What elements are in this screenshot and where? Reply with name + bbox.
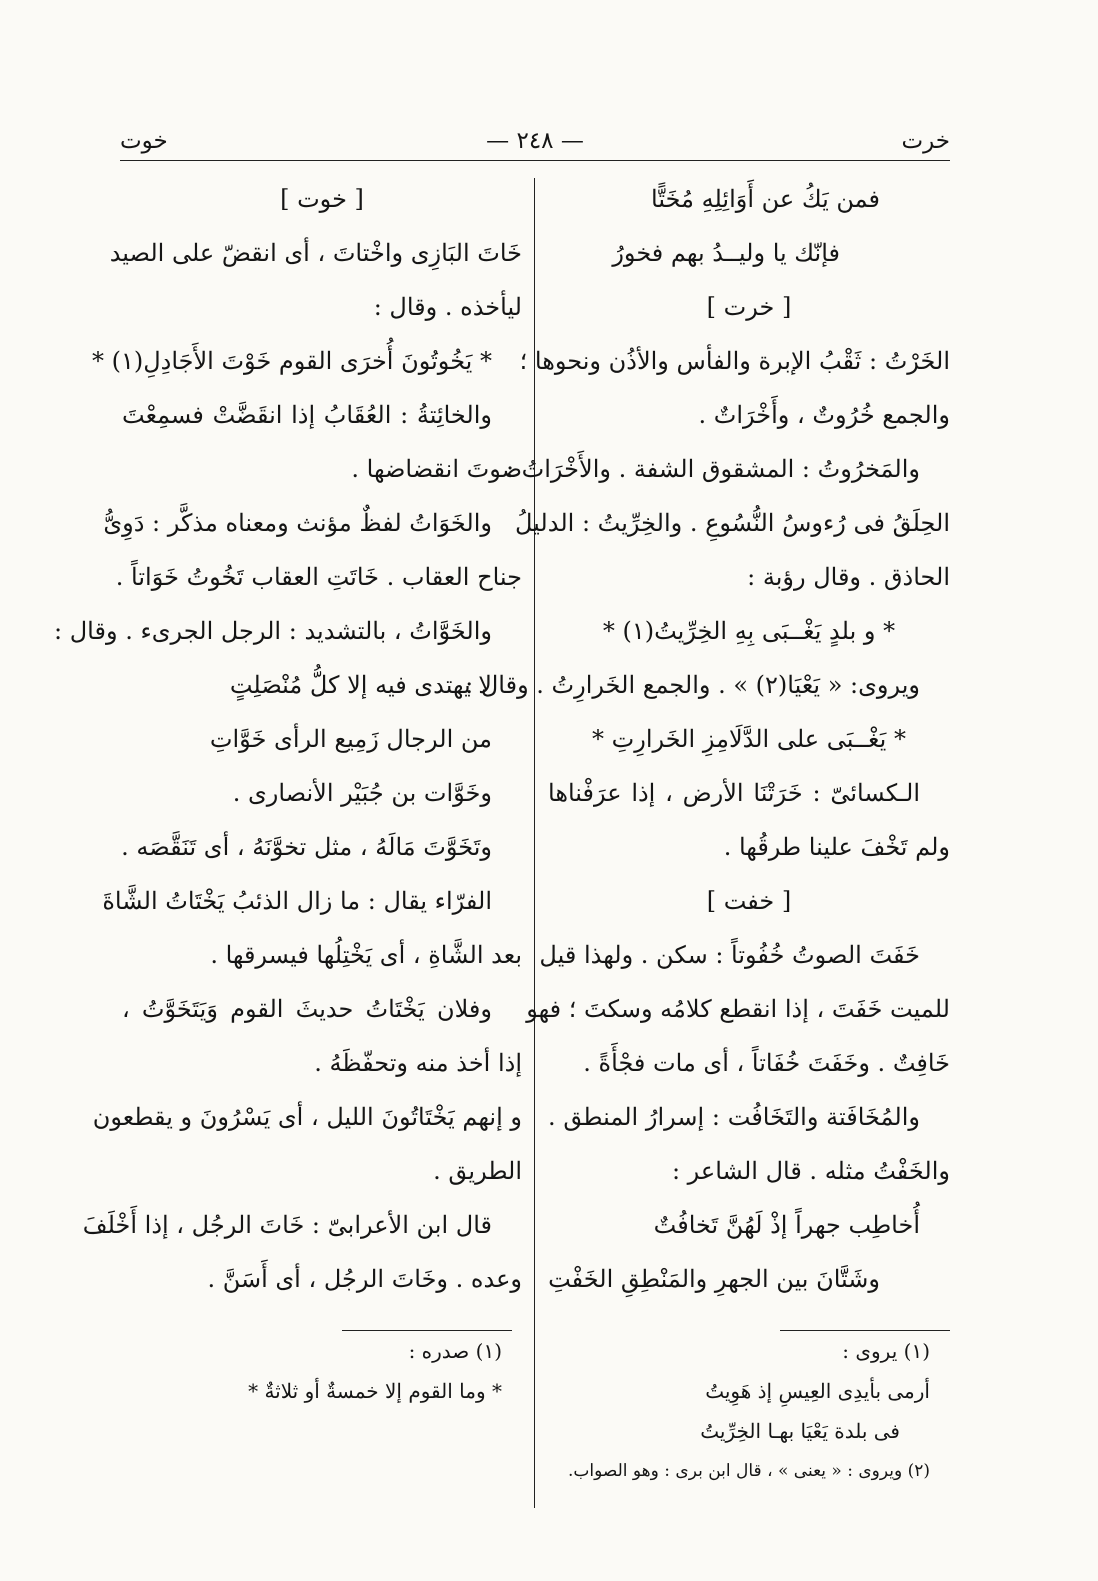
text-line: خَاتَ البَازِى واخْتاتَ ، أى انقضّ على الصيد bbox=[109, 239, 522, 267]
text-line: والخَوَّاتُ ، بالتشديد : الرجل الجرىء . وقال : bbox=[54, 617, 492, 645]
verse-line: فإنّك يا وليــدُ بهم فخورُ bbox=[612, 239, 840, 267]
header-rule bbox=[120, 160, 950, 161]
verse-line: * يَخُوتُونَ أُخرَى القوم خَوْتَ الأَجَادِلِ(١) * bbox=[91, 347, 492, 375]
footnote-line: فى بلدة يَعْيَا بهـا الخِرِّيتُ bbox=[700, 1419, 900, 1443]
verse-line: لا يهتدى فيه إلا كلُّ مُنْصَلِتٍ bbox=[229, 671, 492, 699]
text-line: وتَخَوَّتَ مَالَهُ ، مثل تخوَّنَهُ ، أى تَنَقَّصَه . bbox=[121, 833, 492, 861]
left-column bbox=[54, 172, 522, 1411]
text-line: الحِلَقُ فى رُءوسُ النُّسُوعِ . والخِرِّيتُ : الدليلُ bbox=[515, 509, 950, 537]
entry-heading-khwt: [ خوت ] bbox=[280, 185, 364, 213]
text-line: ليأخذه . وقال : bbox=[373, 293, 522, 321]
text-line: الحاذق . وقال رؤبة : bbox=[747, 563, 950, 591]
text-line: وفلان يَخْتَاتُ حديثَ القوم وَيَتَخَوَّتُ ، bbox=[122, 995, 492, 1023]
footnote-line: (٢) ويروى : « يعنى » ، قال ابن برى : وهو الصواب. bbox=[567, 1461, 930, 1481]
running-headword-right: خرت bbox=[901, 128, 950, 154]
text-line: ويروى: « يَعْيَا(٢) » . والجمع الخَرارِتُ . وقال : bbox=[465, 671, 920, 699]
text-line: والخَوَاتُ لفظٌ مؤنث ومعناه مذكَّر : دَوِىُّ bbox=[103, 509, 492, 537]
verse-line: أُخاطِب جهراً إذْ لَهُنَّ تَخافُتٌ bbox=[653, 1211, 920, 1239]
verse-line: * يَغْــبَى على الدَّلَامِزِ الخَرارِتِ * bbox=[592, 725, 906, 753]
text-line: الخَرْتُ : ثَقْبُ الإبرة والفأس والأذُن ونحوها ؛ bbox=[519, 347, 950, 375]
text-line: والمَخرُوتُ : المشقوق الشفة . والأَخْرَاتُ : bbox=[505, 455, 920, 483]
text-line: الفرّاء يقال : ما زال الذئبُ يَخْتَاتُ الشَّاةَ bbox=[102, 887, 492, 915]
footnote-line: أرمى بأيدِى العِيسِ إذ هَوِيتُ bbox=[705, 1379, 930, 1403]
footnote-line: * وما القوم إلا خمسةٌ أو ثلاثةٌ * bbox=[248, 1379, 502, 1403]
text-line: والمُخَافَتة والتَخَافُت : إسرارُ المنطق . bbox=[548, 1103, 920, 1131]
text-line: والجمع خُرُوتٌ ، وأَخْرَاتٌ . bbox=[698, 401, 950, 429]
verse-line: * و بلدٍ يَغْــبَى بِهِ الخِرِّيتُ(١) * bbox=[602, 617, 896, 645]
text-line: والخائِتةُ : العُقَابُ إذا انقَضَّتْ فسمِعْتَ bbox=[122, 401, 492, 429]
text-line: خَافِتٌ . وخَفَتَ خُفَاتاً ، أى مات فجْأَةً . bbox=[583, 1049, 950, 1077]
text-line: وعده . وخَاتَ الرجُل ، أى أَسَنَّ . bbox=[207, 1265, 522, 1293]
text-line: قال ابن الأعرابىّ : خَاتَ الرجُل ، إذا أَخْلَفَ bbox=[82, 1211, 492, 1239]
text-line: بعد الشَّاةِ ، أى يَخْتِلُها فيسرقها . bbox=[210, 941, 522, 969]
footnote-line: (١) يروى : bbox=[842, 1339, 930, 1363]
text-line: والخَفْتُ مثله . قال الشاعر : bbox=[671, 1157, 950, 1185]
verse-line: فمن يَكُ عن أَوَائِلِهِ مُخَتًّا bbox=[651, 185, 880, 213]
text-line: و إنهم يَخْتَاتُونَ الليل ، أى يَسْرُونَ و يقطعون bbox=[92, 1103, 522, 1131]
text-line: للميت خَفَتَ ، إذا انقطع كلامُه وسكتَ ؛ فهو bbox=[526, 995, 950, 1023]
verse-line: وشَتَّانَ بين الجهرِ والمَنْطِقِ الخَفْتِ bbox=[548, 1265, 880, 1293]
text-line: وخَوَّات بن جُبَيْر الأنصارى . bbox=[232, 779, 492, 807]
text-line: خَفَتَ الصوتُ خُفُوتاً : سكن . ولهذا قيل bbox=[539, 941, 920, 969]
text-line: إذا أخذ منه وتحفّظَهُ . bbox=[314, 1049, 522, 1077]
text-line: الطريق . bbox=[433, 1157, 522, 1185]
entry-heading-khft: [ خفت ] bbox=[706, 887, 792, 915]
page-number: — ٢٤٨ — bbox=[486, 128, 584, 154]
text-line: جناح العقاب . خَاتَتِ العقاب تَخُوتُ خَوَاتاً . bbox=[115, 563, 522, 591]
page-header bbox=[120, 128, 950, 162]
text-line: الـكسائىّ : خَرَتْنَا الأرض ، إذا عرَفْناها bbox=[548, 779, 920, 807]
text-line: صوتَ انقضاضها . bbox=[351, 455, 522, 483]
text-line: ولم تَخْفَ علينا طرقُها . bbox=[723, 833, 950, 861]
running-headword-left: خوت bbox=[120, 128, 168, 154]
verse-line: من الرجال زَمِيع الرأى خَوَّاتِ bbox=[209, 725, 492, 753]
footnote-line: (١) صدره : bbox=[408, 1339, 502, 1363]
entry-heading-khrt: [ خرت ] bbox=[706, 293, 792, 321]
